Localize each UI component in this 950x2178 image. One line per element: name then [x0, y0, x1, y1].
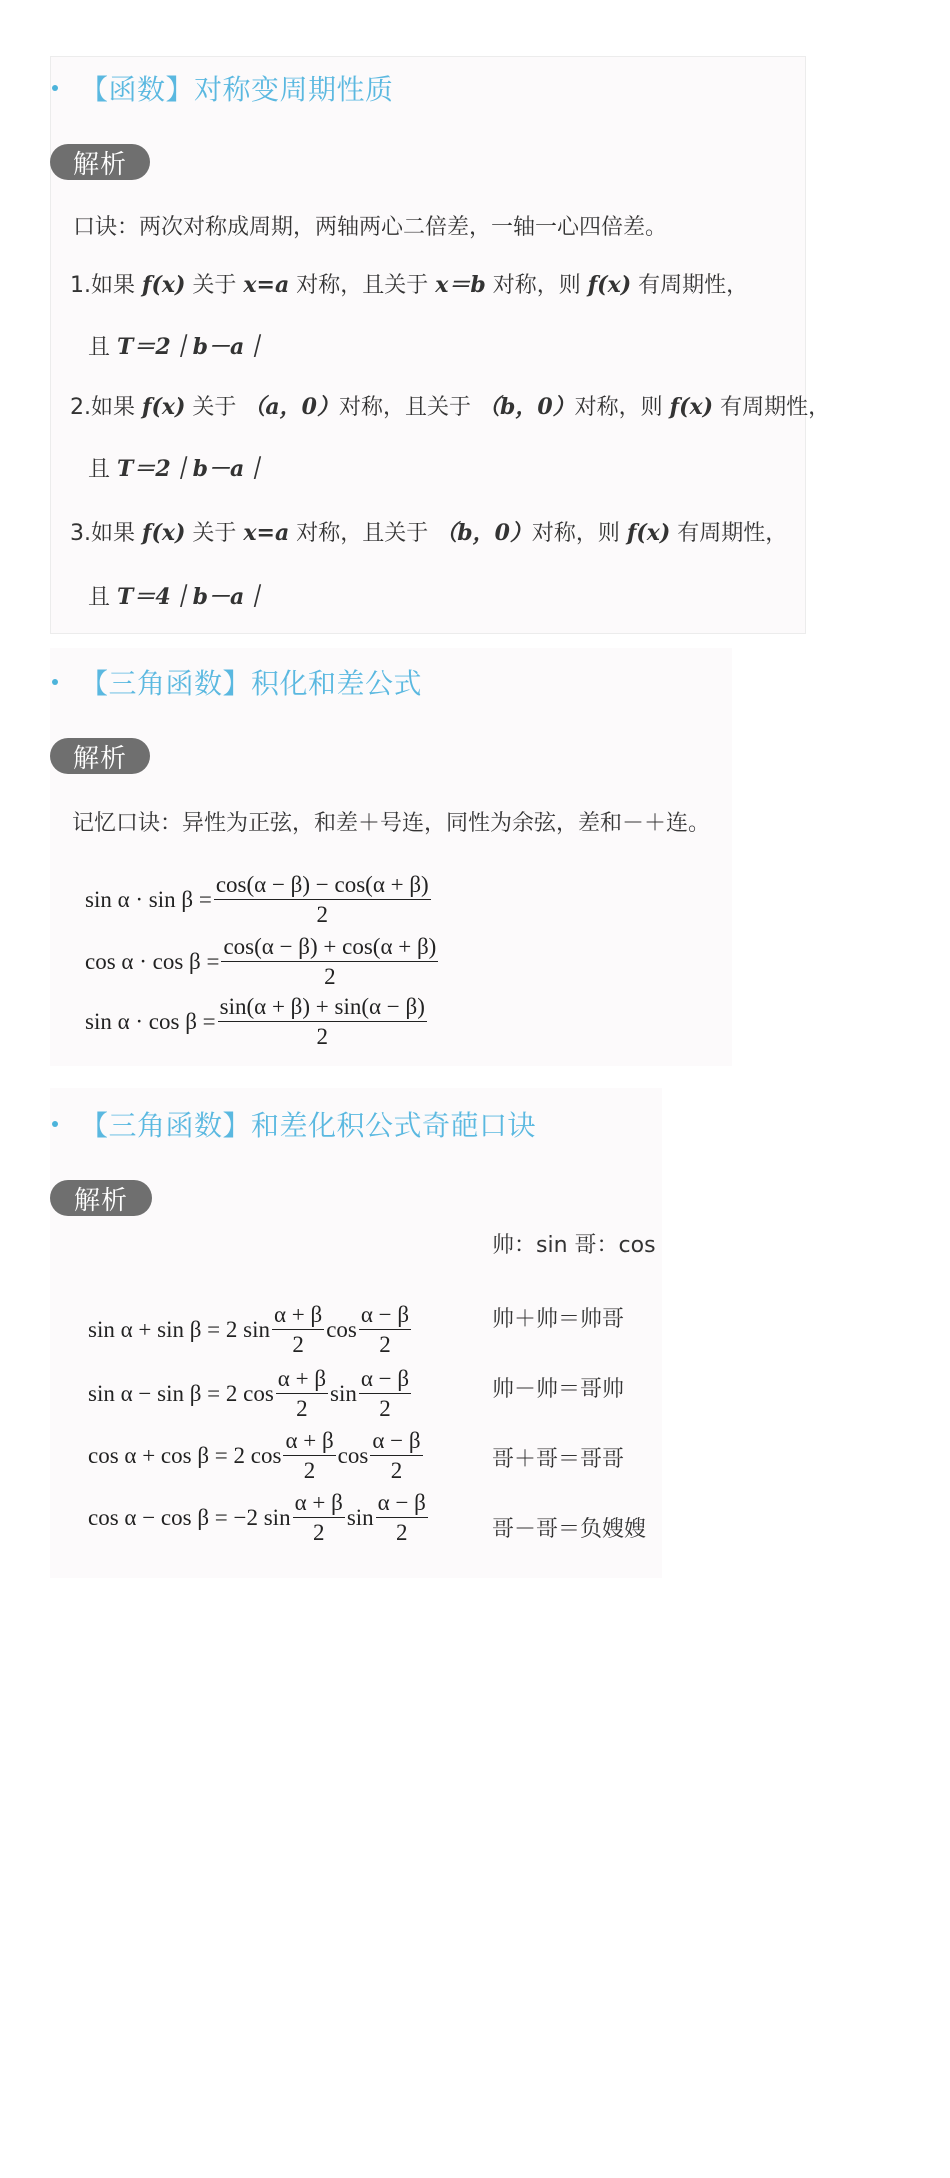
section-3-title: 【三角函数】和差化积公式奇葩口诀	[80, 1109, 537, 1142]
mnemonic-rule-2: 帅－帅＝哥帅	[492, 1377, 625, 1402]
section-3-header	[52, 1104, 536, 1144]
bullet-dot-icon	[52, 85, 58, 91]
section-2-header	[52, 662, 422, 702]
analysis-badge: 解析	[50, 144, 150, 180]
mnemonic-rule-1: 帅＋帅＝帅哥	[492, 1307, 625, 1332]
analysis-badge: 解析	[50, 1180, 152, 1216]
mnemonic-text: 记忆口诀：异性为正弦，和差＋号连，同性为余弦，差和－＋连。	[72, 811, 711, 836]
condition-line-2: 且 T＝2｜b－a｜	[88, 456, 267, 482]
bullet-dot-icon	[52, 679, 58, 685]
condition-line-3: 且 T＝4｜b－a｜	[88, 584, 267, 610]
analysis-badge: 解析	[50, 738, 150, 774]
formula-sin-sin: sin α · sin β = $\frac{\cos(\alpha - \beta) - \cos(\alpha + \beta)}{2}$	[85, 872, 429, 928]
condition-line-1: 且 T＝2｜b－a｜	[88, 334, 267, 360]
rule-line-2: 2.如果 f(x) 关于 （a，0）对称，且关于 （b，0）对称，则 f(x) 有周期性，	[70, 394, 831, 420]
formula-sin-cos: sin α · cos β = $\frac{\sin(\alpha + \beta) + \sin(\alpha - \beta)}{2}$	[85, 994, 425, 1050]
mnemonic-rule-4: 哥－哥＝负嫂嫂	[492, 1517, 647, 1542]
section-1-title: 【函数】对称变周期性质	[80, 73, 394, 106]
section-2-title: 【三角函数】积化和差公式	[80, 667, 423, 700]
legend-text: 帅：sin 哥：cos	[492, 1233, 656, 1258]
formula-sin-minus-sin: sin α − sin β = 2 cos $\frac{\alpha + \beta}{2}$ sin $\frac{\alpha - \beta}{2}$	[88, 1366, 410, 1422]
mnemonic-text: 口诀：两次对称成周期，两轴两心二倍差，一轴一心四倍差。	[73, 215, 668, 240]
rule-line-1: 1.如果 f(x) 关于 x=a 对称，且关于 x＝b 对称，则 f(x) 有周期性，	[70, 272, 749, 298]
section-1-header	[52, 68, 394, 108]
formula-cos-plus-cos: cos α + cos β = 2 cos $\frac{\alpha + \beta}{2}$ cos $\frac{\alpha - \beta}{2}$	[88, 1428, 421, 1484]
bullet-dot-icon	[52, 1121, 58, 1127]
formula-sin-plus-sin: sin α + sin β = 2 sin $\frac{\alpha + \beta}{2}$ cos $\frac{\alpha - \beta}{2}$	[88, 1302, 410, 1358]
mnemonic-rule-3: 哥＋哥＝哥哥	[492, 1447, 625, 1472]
formula-cos-minus-cos: cos α − cos β = −2 sin $\frac{\alpha + \beta}{2}$ sin $\frac{\alpha - \beta}{2}$	[88, 1490, 426, 1546]
rule-line-3: 3.如果 f(x) 关于 x=a 对称，且关于 （b，0）对称，则 f(x) 有周期性，	[70, 520, 788, 546]
formula-cos-cos: cos α · cos β = $\frac{\cos(\alpha - \beta) + \cos(\alpha + \beta)}{2}$	[85, 934, 437, 990]
